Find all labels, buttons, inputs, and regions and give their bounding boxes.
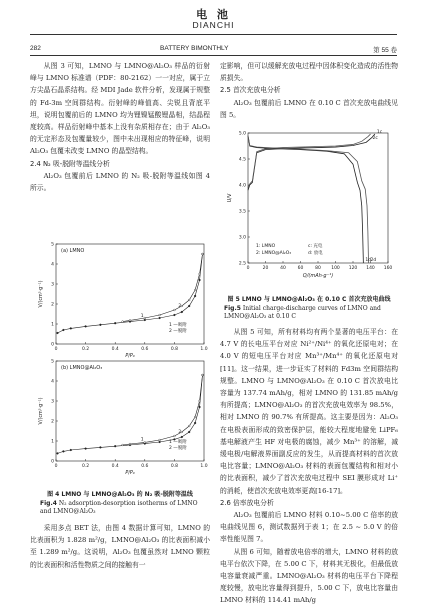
data-point xyxy=(188,425,190,427)
paragraph: Al₂O₃ 包覆前后 LMNO 的 N₂ 吸-脱附等温线如图 4 所示。 xyxy=(30,171,210,193)
y-tick-label: 1 xyxy=(51,439,54,445)
y-tick-label: 4 xyxy=(51,262,54,268)
section-heading-2-6: 2.6 倍率放电分析 xyxy=(220,498,274,507)
series-line-2 xyxy=(123,375,203,445)
figure-4-caption-en-block xyxy=(30,500,210,517)
data-point xyxy=(202,374,204,376)
data-point xyxy=(199,279,201,281)
figure-5-caption xyxy=(220,296,398,322)
paragraph: 从图 5 可知，所有材料均有两个显著的电压平台：在 4.7 V 的长电压平台对应 Ni²⁺/Ni⁴⁺ 的氧化还原电对；在 4.0 V 的短电压平台对应 Mn³⁺/Mn⁴⁺ 的氧化还原电对[11]。这一结果，进一步证实了材料的 Fd3m 空间群结构规整。LMNO 与 LMNO@Al₂O₃ 在 0.10 C 首次放电比容量为 137.74 mAh/g，相对 LMNO 的 131.85 mAh/g 有所提高；LMNO@Al₂O₃ 的首次充放电效率为 98.5%，相对 LMNO 的 90.7% 有所提高。这主要是因为：Al₂O₃ 在电极表面形成的致密保护层，能较大程度地避免 LiPF₆ 基电解液产生 HF 对电极的腐蚀，减少 Mn³⁺ 的溶解，减缓电极/电解液界面副反应的发生，从而提高材料的首次放电比容量；LMNO@Al₂O₃ 材料的表面包覆结构和相对小的比表面积，减少了首次充放电过程中 SEI 膜形成对 Li⁺ 的消耗，使首次充放电效率更高[16-17]。 xyxy=(220,328,398,495)
x-tick-label: 160 xyxy=(383,266,393,271)
data-point xyxy=(159,441,161,443)
panel-legend: (b) LMNO@Al₂O₃ xyxy=(61,365,103,371)
y-tick-label: 5 xyxy=(51,242,54,248)
volume-label: 第 55 卷 xyxy=(373,47,397,54)
section-heading-2-5: 2.5 首次充放电分析 xyxy=(220,86,281,95)
legend-entry: 2: LMNO@Al₂O₃ xyxy=(256,251,292,256)
x-tick-label: 80 xyxy=(315,266,321,271)
legend-entry: c: 充电 xyxy=(308,244,323,249)
figure-5-plot xyxy=(222,125,397,293)
data-point xyxy=(122,321,124,323)
data-point xyxy=(100,324,102,326)
paragraph: 从图 6 可知，随着放电倍率的增大，LMNO 材料的放电平台依次下降，在 5.00 C 下，材料其无极化，但最低放电容量衰减严重。LMNO@Al₂O₃ 材料的电压平台下降程度较慢，放电比容量得到提升，5.00 C 下，放电比容量由 LMNO 材料的 114.41 mAh/g xyxy=(220,547,398,605)
x-tick-label: 100 xyxy=(331,266,340,271)
x-tick-label: 1.0 xyxy=(200,464,208,469)
data-point xyxy=(199,400,201,402)
data-point xyxy=(144,317,146,319)
legend-entry: 2 —脱附 xyxy=(169,446,187,451)
data-point xyxy=(194,422,196,424)
data-point xyxy=(129,320,131,322)
data-point xyxy=(85,448,87,450)
data-point xyxy=(70,328,72,330)
paragraph: 采用多点 BET 法，由图 4 数据计算可知，LMNO 的比表面积为 1.828 m²/g，LMNO@Al₂O₃ 的比表面积减小至 1.289 m²/g。这说明，Al₂O₃ 包覆虽然对 LMNO 颗粒的比表面积和活性物质之间的接触有一 xyxy=(30,524,210,569)
series-label: 1 xyxy=(140,437,144,443)
paragraph: Al₂O₃ 包覆前后 LMNO 在 0.10 C 首次充放电曲线见图 5。 xyxy=(220,98,398,119)
x-tick-label: 0.2 xyxy=(82,464,90,469)
y-tick-label: 0 xyxy=(51,459,54,465)
data-point xyxy=(188,305,190,307)
data-point xyxy=(114,445,116,447)
x-tick-label: 20 xyxy=(262,266,269,271)
x-tick-label: 0.4 xyxy=(111,347,119,352)
right-column-top xyxy=(220,60,398,121)
x-tick-label: 40 xyxy=(280,266,286,271)
y-tick-label: 3 xyxy=(51,282,54,288)
data-point xyxy=(194,416,196,418)
data-point xyxy=(85,326,87,328)
data-point xyxy=(188,299,190,301)
y-tick-label: 0 xyxy=(51,342,54,348)
y-tick-label: 3.0 xyxy=(238,235,246,241)
y-tick-label: 5.0 xyxy=(238,131,246,137)
data-point xyxy=(174,314,176,316)
figure-4-label: Fig.4 xyxy=(40,499,57,507)
y-tick-label: 4 xyxy=(51,379,54,385)
data-point xyxy=(159,317,161,319)
data-point xyxy=(129,443,131,445)
figure-4-caption xyxy=(30,491,210,517)
series-line-1c xyxy=(248,134,375,190)
data-point xyxy=(100,447,102,449)
y-axis-label: U/V xyxy=(227,193,233,203)
header-rule-top xyxy=(30,34,397,35)
x-axis-label: P/P₀ xyxy=(125,354,135,359)
x-tick-label: 0 xyxy=(54,464,58,469)
data-point xyxy=(194,289,196,291)
legend-entry: 1 —吸附 xyxy=(169,323,187,328)
right-column-bottom xyxy=(220,326,398,607)
figure-5-caption-cn: 图 5 LMNO 与 LMNO@Al₂O₃ 在 0.10 C 首次充放电曲线 xyxy=(227,296,391,303)
data-point xyxy=(144,319,146,321)
x-tick-label: 0.8 xyxy=(170,347,178,352)
data-point xyxy=(57,332,59,334)
legend-entry: 1: LMNO xyxy=(256,244,276,249)
x-tick-label: 0.6 xyxy=(141,464,149,469)
curve-label: 1d xyxy=(365,258,372,263)
y-tick-label: 2 xyxy=(51,302,54,308)
figure-5-caption-en: Initial charge-discharge curves of LMNO and LMNO@Al₂O₃ at 0.10 C xyxy=(224,304,381,321)
x-tick-label: 0.2 xyxy=(82,347,90,352)
data-point xyxy=(63,329,65,331)
header-rule-bottom xyxy=(30,55,397,56)
y-tick-label: 2.5 xyxy=(238,261,246,267)
x-tick-label: 0.6 xyxy=(141,347,149,352)
figure-5-caption-en-block xyxy=(220,305,398,322)
data-point xyxy=(174,435,176,437)
data-point xyxy=(199,406,201,408)
data-point xyxy=(188,431,190,433)
figure-5-label: Fig.5 xyxy=(224,304,241,312)
left-column-bottom xyxy=(30,522,210,571)
series-label: 1 xyxy=(140,314,144,319)
figure-4b-plot xyxy=(34,357,214,485)
x-tick-label: 0 xyxy=(246,266,250,271)
paragraph: 从图 3 可知，LMNO 与 LMNO@Al₂O₃ 样品的衍射峰与 LMNO 标准谱（PDF：80-2162）一一对应，属于立方尖晶石晶系结构。经 MDI Jade 软件分析，发现属于规整的 Fd-3m 空间群结构。衍射峰的峰值高、尖锐且背底平坦，说明包覆前后的 LMNO 均为锂镍锰酸锂晶相，结晶程度较高。样品衍射峰中基本上没有杂质相存在；由于 Al₂O₃ 的无定形态及包覆量较少，图中未出现相应的特征峰，说明 Al₂O₃ 包覆未改变 LMNO 的晶型结构。 xyxy=(30,62,210,156)
x-axis-label: P/P₀ xyxy=(125,471,135,476)
legend-entry: 2 —脱附 xyxy=(169,329,187,334)
data-point xyxy=(181,436,183,438)
y-tick-label: 1 xyxy=(51,322,54,328)
series-line-2 xyxy=(123,254,203,322)
x-tick-label: 0 xyxy=(54,347,58,352)
journal-cn-title: 电 池 xyxy=(196,8,231,21)
y-tick-label: 3 xyxy=(51,399,54,405)
data-point xyxy=(63,451,65,453)
data-point xyxy=(122,444,124,446)
x-tick-label: 1.0 xyxy=(200,347,208,352)
x-tick-label: 0.8 xyxy=(170,464,178,469)
x-tick-label: 0.4 xyxy=(111,464,119,469)
data-point xyxy=(114,322,116,324)
x-tick-label: 140 xyxy=(366,266,375,271)
data-point xyxy=(57,453,59,455)
series-label: 2 xyxy=(178,430,182,435)
y-axis-label: V/(cm³·g⁻¹) xyxy=(39,397,44,425)
data-point xyxy=(144,442,146,444)
data-point xyxy=(181,311,183,313)
data-point xyxy=(199,273,201,275)
series-line-2c xyxy=(248,134,371,188)
data-point xyxy=(174,309,176,311)
legend-entry: d: 放电 xyxy=(308,251,323,256)
paragraph: 定影响，但可以缓解充放电过程中因体积变化造成的活性物质损失。 xyxy=(220,62,398,83)
y-tick-label: 4.5 xyxy=(238,157,246,163)
data-point xyxy=(159,439,161,441)
panel-legend: (a) LMNO xyxy=(61,248,85,254)
series-label: 2 xyxy=(178,304,182,309)
figure-4-caption-cn: 图 4 LMNO 与 LMNO@Al₂O₃ 的 N₂ 吸-脱附等温线 xyxy=(47,491,193,498)
x-axis-label: Q/(mAh·g⁻¹) xyxy=(302,273,334,279)
data-point xyxy=(70,449,72,451)
legend-entry: 1 —吸附 xyxy=(169,440,187,445)
y-axis-label: V/(cm³·g⁻¹) xyxy=(39,280,44,308)
y-tick-label: 3.5 xyxy=(238,209,246,215)
x-tick-label: 120 xyxy=(348,266,358,271)
figure-4a-plot xyxy=(34,240,214,365)
curve-label: 2d xyxy=(370,258,377,263)
paragraph: Al₂O₃ 包覆前后 LMNO 材料 0.10~5.00 C 倍率的放电曲线见图 6，测试数据列于表 1；在 2.5 ~ 5.0 V 的倍率性能见图 7。 xyxy=(220,511,398,544)
y-tick-label: 2 xyxy=(51,419,54,425)
data-point xyxy=(159,314,161,316)
section-heading-2-4: 2.4 N₂ 吸-脱附等温线分析 xyxy=(30,159,110,168)
journal-pinyin: DIANCHI xyxy=(192,20,235,30)
left-column-top xyxy=(30,60,210,194)
y-tick-label: 4.0 xyxy=(238,183,246,189)
page-number: 282 xyxy=(30,45,41,52)
x-tick-label: 60 xyxy=(297,266,304,271)
data-point xyxy=(202,253,204,255)
curve-label: 2c xyxy=(372,136,378,142)
figure-4-caption-en: N₂ adsorption-desorption isotherms of LMNO and LMNO@Al₂O₃ xyxy=(40,499,198,516)
data-point xyxy=(194,295,196,297)
y-tick-label: 5 xyxy=(51,359,54,365)
journal-name: BATTERY BIMONTHLY xyxy=(160,45,229,52)
curve-label: 1c xyxy=(376,130,383,136)
